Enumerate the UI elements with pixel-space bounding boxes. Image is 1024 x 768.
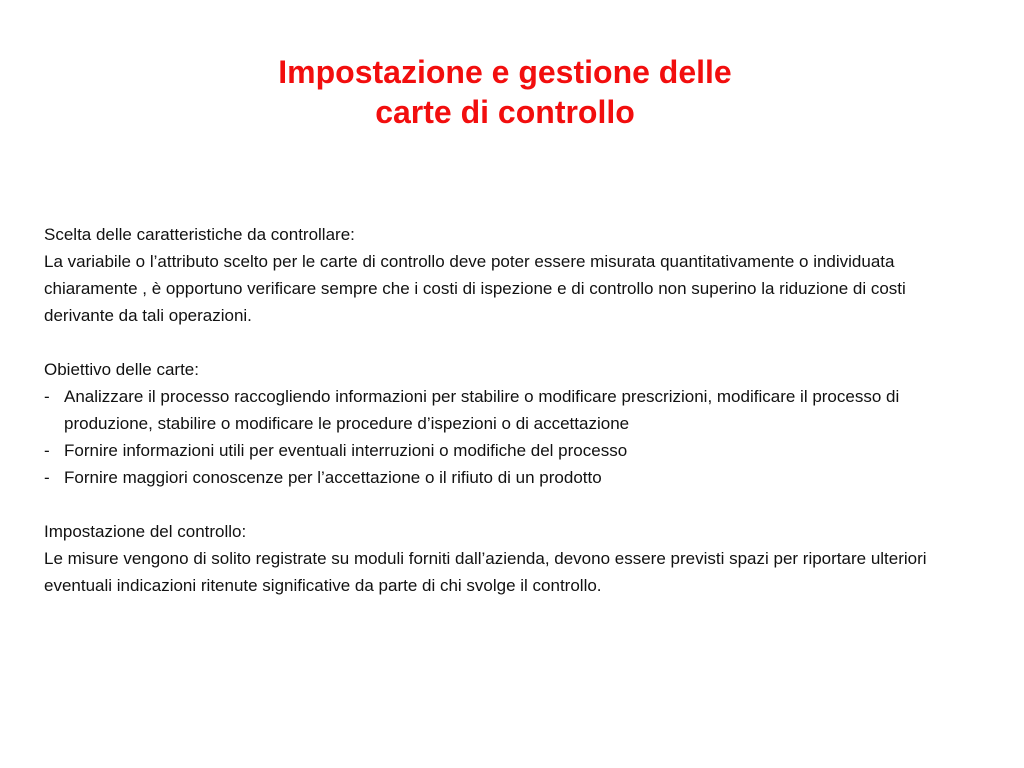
bullet-item bbox=[44, 383, 974, 437]
section-text-scelta: La variabile o l’attributo scelto per le carte di controllo deve poter essere misurata quantitativamente o individuata chiaramente , è opportuno verificare sempre che i costi di ispezione e di controllo non superino la riduzione di costi derivante da tali operazioni. bbox=[44, 252, 906, 325]
section-heading-scelta: Scelta delle caratteristiche da controllare: bbox=[44, 225, 355, 244]
section-text-impostazione: Le misure vengono di solito registrate su moduli forniti dall’azienda, devono essere previsti spazi per riportare ulteriori eventuali indicazioni ritenute significative da parte di chi svolge il controllo. bbox=[44, 549, 927, 595]
slide-body bbox=[44, 221, 974, 599]
bullet-dash: - bbox=[44, 441, 50, 460]
bullet-text: Fornire maggiori conoscenze per l’accettazione o il rifiuto di un prodotto bbox=[64, 468, 602, 487]
bullet-dash: - bbox=[44, 387, 50, 406]
paragraph-spacer bbox=[44, 329, 974, 356]
bullet-text: Analizzare il processo raccogliendo informazioni per stabilire o modificare prescrizioni, modificare il processo di produzione, stabilire o modificare le procedure d’ispezioni o di accettazione bbox=[64, 387, 900, 433]
bullet-list-obiettivo bbox=[44, 383, 974, 491]
bullet-text: Fornire informazioni utili per eventuali interruzioni o modifiche del processo bbox=[64, 441, 628, 460]
bullet-dash: - bbox=[44, 468, 50, 487]
title-line-2: carte di controllo bbox=[375, 94, 635, 130]
slide-title bbox=[0, 52, 1010, 132]
bullet-item bbox=[44, 437, 974, 464]
bullet-item bbox=[44, 464, 974, 491]
section-heading-obiettivo: Obiettivo delle carte: bbox=[44, 360, 199, 379]
paragraph-spacer bbox=[44, 491, 974, 518]
title-line-1: Impostazione e gestione delle bbox=[278, 54, 732, 90]
section-heading-impostazione: Impostazione del controllo: bbox=[44, 522, 247, 541]
